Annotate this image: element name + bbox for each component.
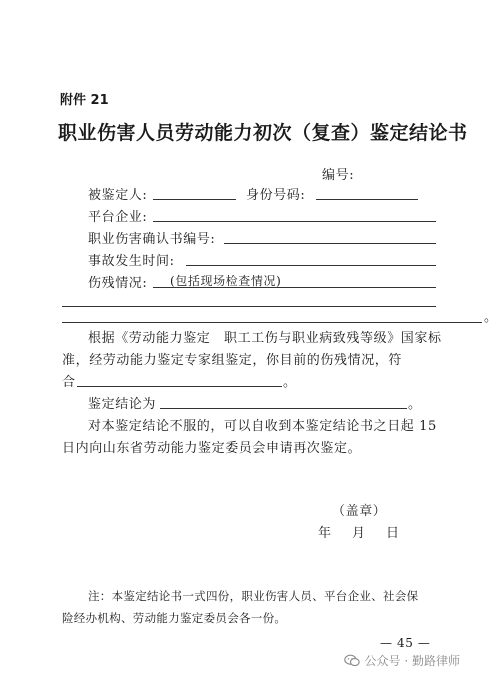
watermark-text: 公众号 · 勤路律师 (364, 654, 460, 668)
injury-period: 。 (484, 310, 498, 325)
id-number-label: 身份号码: (246, 188, 306, 203)
conclusion-blank[interactable] (160, 408, 407, 409)
appeal-line-2: 日内向山东省劳动能力鉴定委员会申请再次鉴定。 (62, 441, 362, 456)
wechat-icon (344, 654, 360, 667)
document-title: 职业伤害人员劳动能力初次（复查）鉴定结论书 (58, 122, 468, 144)
platform-blank[interactable] (153, 221, 436, 222)
annex-label: 附件 21 (60, 93, 109, 108)
platform-label: 平台企业: (88, 210, 148, 225)
page-number: — 45 — (380, 636, 431, 650)
injury-hint: (包括现场检查情况) (170, 274, 282, 288)
conclusion-label: 鉴定结论为 (88, 397, 157, 412)
note-line-1: 注：本鉴定结论书一式四份，职业伤害人员、平台企业、社会保 (88, 589, 419, 603)
conclusion-suffix: 。 (408, 397, 422, 412)
date-label: 年 月 日 (318, 526, 404, 541)
seal-label: （盖章） (332, 504, 387, 519)
injury-status-blank-2[interactable] (62, 306, 436, 307)
standard-blank[interactable] (77, 386, 282, 387)
watermark (344, 652, 460, 669)
body-line-2: 准，经劳动能力鉴定专家组鉴定，你目前的伤残情况，符 (62, 353, 403, 368)
appraisee-blank[interactable] (153, 199, 236, 200)
body-line-1: 根据《劳动能力鉴定 职工工伤与职业病致残等级》国家标 (88, 331, 442, 346)
body-line-3-prefix: 合 (62, 375, 76, 390)
confirmation-no-label: 职业伤害确认书编号: (88, 232, 216, 247)
injury-status-blank[interactable] (153, 287, 436, 288)
accident-time-label: 事故发生时间: (88, 254, 175, 269)
number-label: 编号: (322, 168, 355, 183)
accident-time-blank[interactable] (186, 265, 436, 266)
appeal-line-1: 对本鉴定结论不服的，可以自收到本鉴定结论书之日起 15 (88, 419, 437, 434)
appraisee-label: 被鉴定人: (88, 188, 148, 203)
injury-status-blank-3[interactable] (62, 322, 482, 323)
body-line-3-suffix: 。 (283, 375, 297, 390)
confirmation-no-blank[interactable] (224, 243, 436, 244)
id-number-blank[interactable] (316, 199, 418, 200)
note-line-2: 险经办机构、劳动能力鉴定委员会各一份。 (62, 611, 287, 625)
injury-status-label: 伤残情况: (88, 276, 148, 291)
